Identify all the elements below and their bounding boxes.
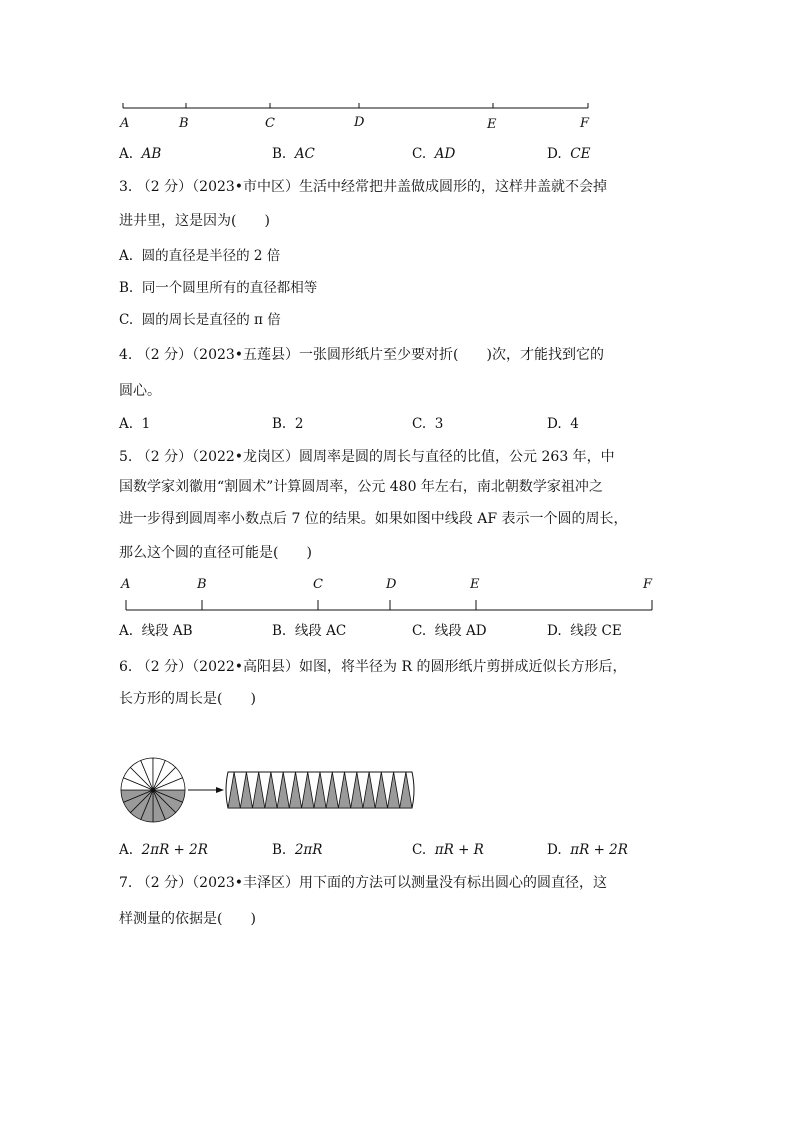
approx-rectangle bbox=[226, 772, 414, 808]
q3-option-a[interactable]: A. 圆的直径是半径的 2 倍 bbox=[119, 248, 281, 264]
q5-option-d[interactable]: D. 线段 CE bbox=[547, 623, 622, 639]
q6-stem-line-2: 长方形的周长是( ) bbox=[119, 691, 256, 707]
q2-option-d[interactable]: D. CE bbox=[547, 146, 591, 162]
q7-stem-line-2: 样测量的依据是( ) bbox=[119, 911, 256, 927]
q5-point-label-b: B bbox=[197, 577, 207, 592]
point-label-c: C bbox=[265, 116, 275, 131]
q3-stem-line-1: 3. （2 分）（2023•市中区）生活中经常把井盖做成圆形的，这样井盖就不会掉 bbox=[119, 179, 608, 195]
q5-stem-line-2: 国数学家刘徽用“割圆术”计算圆周率，公元 480 年左右，南北朝数学家祖冲之 bbox=[119, 479, 603, 495]
q3-option-b[interactable]: B. 同一个圆里所有的直径都相等 bbox=[119, 280, 318, 296]
point-label-b: B bbox=[179, 116, 189, 131]
point-label-f: F bbox=[580, 116, 590, 131]
q5-stem-line-3: 进一步得到圆周率小数点后 7 位的结果。如果如图中线段 AF 表示一个圆的周长， bbox=[119, 511, 628, 527]
point-label-a: A bbox=[120, 116, 130, 131]
q5-point-label-d: D bbox=[386, 577, 397, 592]
q6-option-b[interactable]: B. 2πR bbox=[272, 842, 323, 858]
q5-point-label-f: F bbox=[643, 577, 653, 592]
q5-point-label-a: A bbox=[121, 577, 131, 592]
q4-option-d[interactable]: D. 4 bbox=[547, 416, 579, 432]
q3-stem-line-2: 进井里，这是因为( ) bbox=[119, 213, 270, 229]
q5-stem-line-1: 5. （2 分）（2022•龙岗区）圆周率是圆的周长与直径的比值，公元 263 年，中 bbox=[119, 449, 615, 465]
q5-option-b[interactable]: B. 线段 AC bbox=[272, 623, 347, 639]
q4-stem-line-1: 4. （2 分）（2023•五莲县）一张圆形纸片至少要对折( )次，才能找到它的 bbox=[119, 347, 604, 363]
sector-circle bbox=[121, 758, 185, 822]
q5-option-c[interactable]: C. 线段 AD bbox=[412, 623, 487, 639]
point-label-d: D bbox=[354, 115, 365, 130]
q5-option-a[interactable]: A. 线段 AB bbox=[119, 623, 193, 639]
arrow-icon bbox=[188, 787, 224, 793]
q2-option-c[interactable]: C. AD bbox=[412, 146, 456, 162]
q4-stem-line-2: 圆心。 bbox=[119, 383, 161, 399]
point-label-e: E bbox=[487, 117, 497, 132]
number-line-figure-1 bbox=[0, 0, 794, 140]
q6-option-d[interactable]: D. πR + 2R bbox=[547, 842, 628, 858]
q7-stem-line-1: 7. （2 分）（2023•丰泽区）用下面的方法可以测量没有标出圆心的圆直径，这 bbox=[119, 875, 608, 891]
number-line-figure-2 bbox=[0, 570, 794, 620]
q6-stem-line-1: 6. （2 分）（2022•高阳县）如图，将半径为 R 的圆形纸片剪拼成近似长方形后， bbox=[119, 659, 627, 675]
q6-option-a[interactable]: A. 2πR + 2R bbox=[119, 842, 208, 858]
q4-option-c[interactable]: C. 3 bbox=[412, 416, 444, 432]
q4-option-b[interactable]: B. 2 bbox=[272, 416, 304, 432]
q5-point-label-c: C bbox=[313, 577, 323, 592]
q5-stem-line-4: 那么这个圆的直径可能是( ) bbox=[119, 545, 312, 561]
q4-option-a[interactable]: A. 1 bbox=[119, 416, 151, 432]
q5-point-label-e: E bbox=[470, 577, 480, 592]
q6-option-c[interactable]: C. πR + R bbox=[412, 842, 484, 858]
circle-rearrangement-figure bbox=[0, 752, 794, 832]
q2-option-a[interactable]: A. AB bbox=[119, 146, 162, 162]
q2-option-b[interactable]: B. AC bbox=[272, 146, 315, 162]
q3-option-c[interactable]: C. 圆的周长是直径的 π 倍 bbox=[119, 312, 281, 328]
